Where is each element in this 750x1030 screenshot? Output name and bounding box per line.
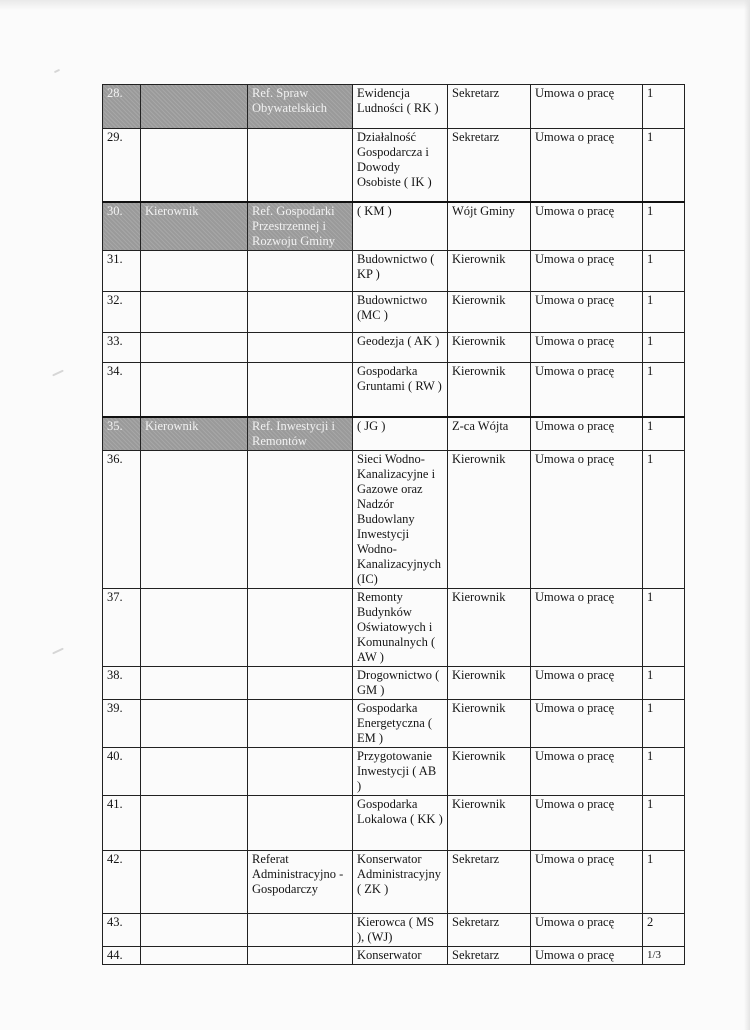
- supervisor-cell: Kierownik: [448, 700, 531, 748]
- fte-cell: 1: [643, 589, 685, 667]
- contract-type-cell: Umowa o pracę: [531, 851, 643, 914]
- fte-cell: 1: [643, 85, 685, 129]
- row-number: 35.: [103, 417, 141, 451]
- contract-type-cell: Umowa o pracę: [531, 914, 643, 947]
- contract-type-cell: Umowa o pracę: [531, 748, 643, 796]
- department-cell: Ref. Gospodarki Przestrzennej i Rozwoju Gminy: [248, 202, 353, 251]
- supervisor-cell: Kierownik: [448, 796, 531, 851]
- supervisor-cell: Kierownik: [448, 250, 531, 291]
- position-cell: Gospodarka Energetyczna ( EM ): [353, 700, 448, 748]
- supervisor-cell: Kierownik: [448, 332, 531, 362]
- department-cell: [248, 589, 353, 667]
- supervisor-cell: Kierownik: [448, 451, 531, 589]
- contract-type-cell: Umowa o pracę: [531, 250, 643, 291]
- head-cell: [141, 796, 248, 851]
- scan-speck: [54, 69, 60, 73]
- department-cell: [248, 291, 353, 332]
- position-cell: Drogownictwo ( GM ): [353, 667, 448, 700]
- contract-type-cell: Umowa o pracę: [531, 667, 643, 700]
- head-cell: [141, 250, 248, 291]
- table-row: [103, 851, 685, 914]
- department-cell: Referat Administracyjno - Gospodarczy: [248, 851, 353, 914]
- row-number: 40.: [103, 748, 141, 796]
- supervisor-cell: Sekretarz: [448, 947, 531, 965]
- position-cell: Sieci Wodno-Kanalizacyjne i Gazowe oraz Nadzór Budowlany Inwestycji Wodno-Kanalizacyjnych (IC): [353, 451, 448, 589]
- supervisor-cell: Sekretarz: [448, 129, 531, 202]
- row-number: 29.: [103, 129, 141, 202]
- row-number: 32.: [103, 291, 141, 332]
- department-cell: [248, 748, 353, 796]
- fte-cell: 1: [643, 667, 685, 700]
- punch-hole-mark: [52, 370, 64, 377]
- row-number: 30.: [103, 202, 141, 251]
- department-cell: [248, 796, 353, 851]
- head-cell: Kierownik: [141, 417, 248, 451]
- department-cell: [248, 362, 353, 417]
- contract-type-cell: Umowa o pracę: [531, 332, 643, 362]
- department-cell: Ref. Spraw Obywatelskich: [248, 85, 353, 129]
- row-number: 44.: [103, 947, 141, 965]
- table-row: [103, 85, 685, 129]
- fte-cell: 1: [643, 362, 685, 417]
- head-cell: [141, 129, 248, 202]
- position-cell: Budownictwo (MC ): [353, 291, 448, 332]
- position-cell: ( JG ): [353, 417, 448, 451]
- position-cell: Konserwator Administracyjny ( ZK ): [353, 851, 448, 914]
- fte-cell: 1: [643, 202, 685, 251]
- supervisor-cell: Kierownik: [448, 589, 531, 667]
- position-cell: Kierowca ( MS ), (WJ): [353, 914, 448, 947]
- department-cell: [248, 914, 353, 947]
- scan-edge-right: [744, 0, 750, 1030]
- department-cell: [248, 250, 353, 291]
- staff-positions-table: [102, 84, 685, 965]
- scan-edge-top: [0, 0, 750, 10]
- head-cell: [141, 748, 248, 796]
- head-cell: Kierownik: [141, 202, 248, 251]
- table-row: [103, 451, 685, 589]
- position-cell: Budownictwo ( KP ): [353, 250, 448, 291]
- contract-type-cell: Umowa o pracę: [531, 451, 643, 589]
- fte-cell: 1: [643, 851, 685, 914]
- department-cell: Ref. Inwestycji i Remontów: [248, 417, 353, 451]
- head-cell: [141, 85, 248, 129]
- punch-hole-mark: [52, 648, 64, 655]
- head-cell: [141, 589, 248, 667]
- fte-cell: 2: [643, 914, 685, 947]
- head-cell: [141, 851, 248, 914]
- contract-type-cell: Umowa o pracę: [531, 796, 643, 851]
- table-row: [103, 291, 685, 332]
- position-cell: ( KM ): [353, 202, 448, 251]
- department-cell: [248, 332, 353, 362]
- supervisor-cell: Sekretarz: [448, 851, 531, 914]
- head-cell: [141, 362, 248, 417]
- table-row: [103, 914, 685, 947]
- fte-cell: 1: [643, 332, 685, 362]
- row-number: 36.: [103, 451, 141, 589]
- head-cell: [141, 700, 248, 748]
- contract-type-cell: Umowa o pracę: [531, 291, 643, 332]
- table-row: [103, 250, 685, 291]
- fte-cell: 1: [643, 700, 685, 748]
- department-cell: [248, 700, 353, 748]
- row-number: 28.: [103, 85, 141, 129]
- head-cell: [141, 332, 248, 362]
- position-cell: Remonty Budynków Oświatowych i Komunalnych ( AW ): [353, 589, 448, 667]
- row-number: 37.: [103, 589, 141, 667]
- department-cell: [248, 667, 353, 700]
- table-row: [103, 589, 685, 667]
- contract-type-cell: Umowa o pracę: [531, 129, 643, 202]
- table-row: [103, 417, 685, 451]
- supervisor-cell: Wójt Gminy: [448, 202, 531, 251]
- contract-type-cell: Umowa o pracę: [531, 202, 643, 251]
- department-cell: [248, 947, 353, 965]
- table-row: [103, 667, 685, 700]
- fte-cell: 1: [643, 796, 685, 851]
- table-row: [103, 129, 685, 202]
- table-row: [103, 332, 685, 362]
- fte-cell: 1/3: [643, 947, 685, 965]
- row-number: 39.: [103, 700, 141, 748]
- contract-type-cell: Umowa o pracę: [531, 417, 643, 451]
- position-cell: Przygotowanie Inwestycji ( AB ): [353, 748, 448, 796]
- fte-cell: 1: [643, 417, 685, 451]
- position-cell: Gospodarka Lokalowa ( KK ): [353, 796, 448, 851]
- contract-type-cell: Umowa o pracę: [531, 589, 643, 667]
- row-number: 43.: [103, 914, 141, 947]
- fte-cell: 1: [643, 451, 685, 589]
- table-row: [103, 362, 685, 417]
- row-number: 41.: [103, 796, 141, 851]
- contract-type-cell: Umowa o pracę: [531, 362, 643, 417]
- department-cell: [248, 451, 353, 589]
- head-cell: [141, 451, 248, 589]
- table-row: [103, 700, 685, 748]
- contract-type-cell: Umowa o pracę: [531, 947, 643, 965]
- row-number: 34.: [103, 362, 141, 417]
- row-number: 38.: [103, 667, 141, 700]
- position-cell: Geodezja ( AK ): [353, 332, 448, 362]
- supervisor-cell: Kierownik: [448, 748, 531, 796]
- fte-cell: 1: [643, 291, 685, 332]
- row-number: 33.: [103, 332, 141, 362]
- supervisor-cell: Z-ca Wójta: [448, 417, 531, 451]
- fte-cell: 1: [643, 129, 685, 202]
- head-cell: [141, 291, 248, 332]
- table-row: [103, 748, 685, 796]
- row-number: 42.: [103, 851, 141, 914]
- fte-cell: 1: [643, 250, 685, 291]
- supervisor-cell: Kierownik: [448, 667, 531, 700]
- row-number: 31.: [103, 250, 141, 291]
- contract-type-cell: Umowa o pracę: [531, 700, 643, 748]
- table-row: [103, 202, 685, 251]
- supervisor-cell: Sekretarz: [448, 914, 531, 947]
- contract-type-cell: Umowa o pracę: [531, 85, 643, 129]
- fte-cell: 1: [643, 748, 685, 796]
- position-cell: Konserwator: [353, 947, 448, 965]
- table-row: [103, 947, 685, 965]
- position-cell: Działalność Gospodarcza i Dowody Osobiste ( IK ): [353, 129, 448, 202]
- position-cell: Ewidencja Ludności ( RK ): [353, 85, 448, 129]
- table-row: [103, 796, 685, 851]
- position-cell: Gospodarka Gruntami ( RW ): [353, 362, 448, 417]
- supervisor-cell: Sekretarz: [448, 85, 531, 129]
- head-cell: [141, 947, 248, 965]
- department-cell: [248, 129, 353, 202]
- supervisor-cell: Kierownik: [448, 291, 531, 332]
- head-cell: [141, 914, 248, 947]
- supervisor-cell: Kierownik: [448, 362, 531, 417]
- head-cell: [141, 667, 248, 700]
